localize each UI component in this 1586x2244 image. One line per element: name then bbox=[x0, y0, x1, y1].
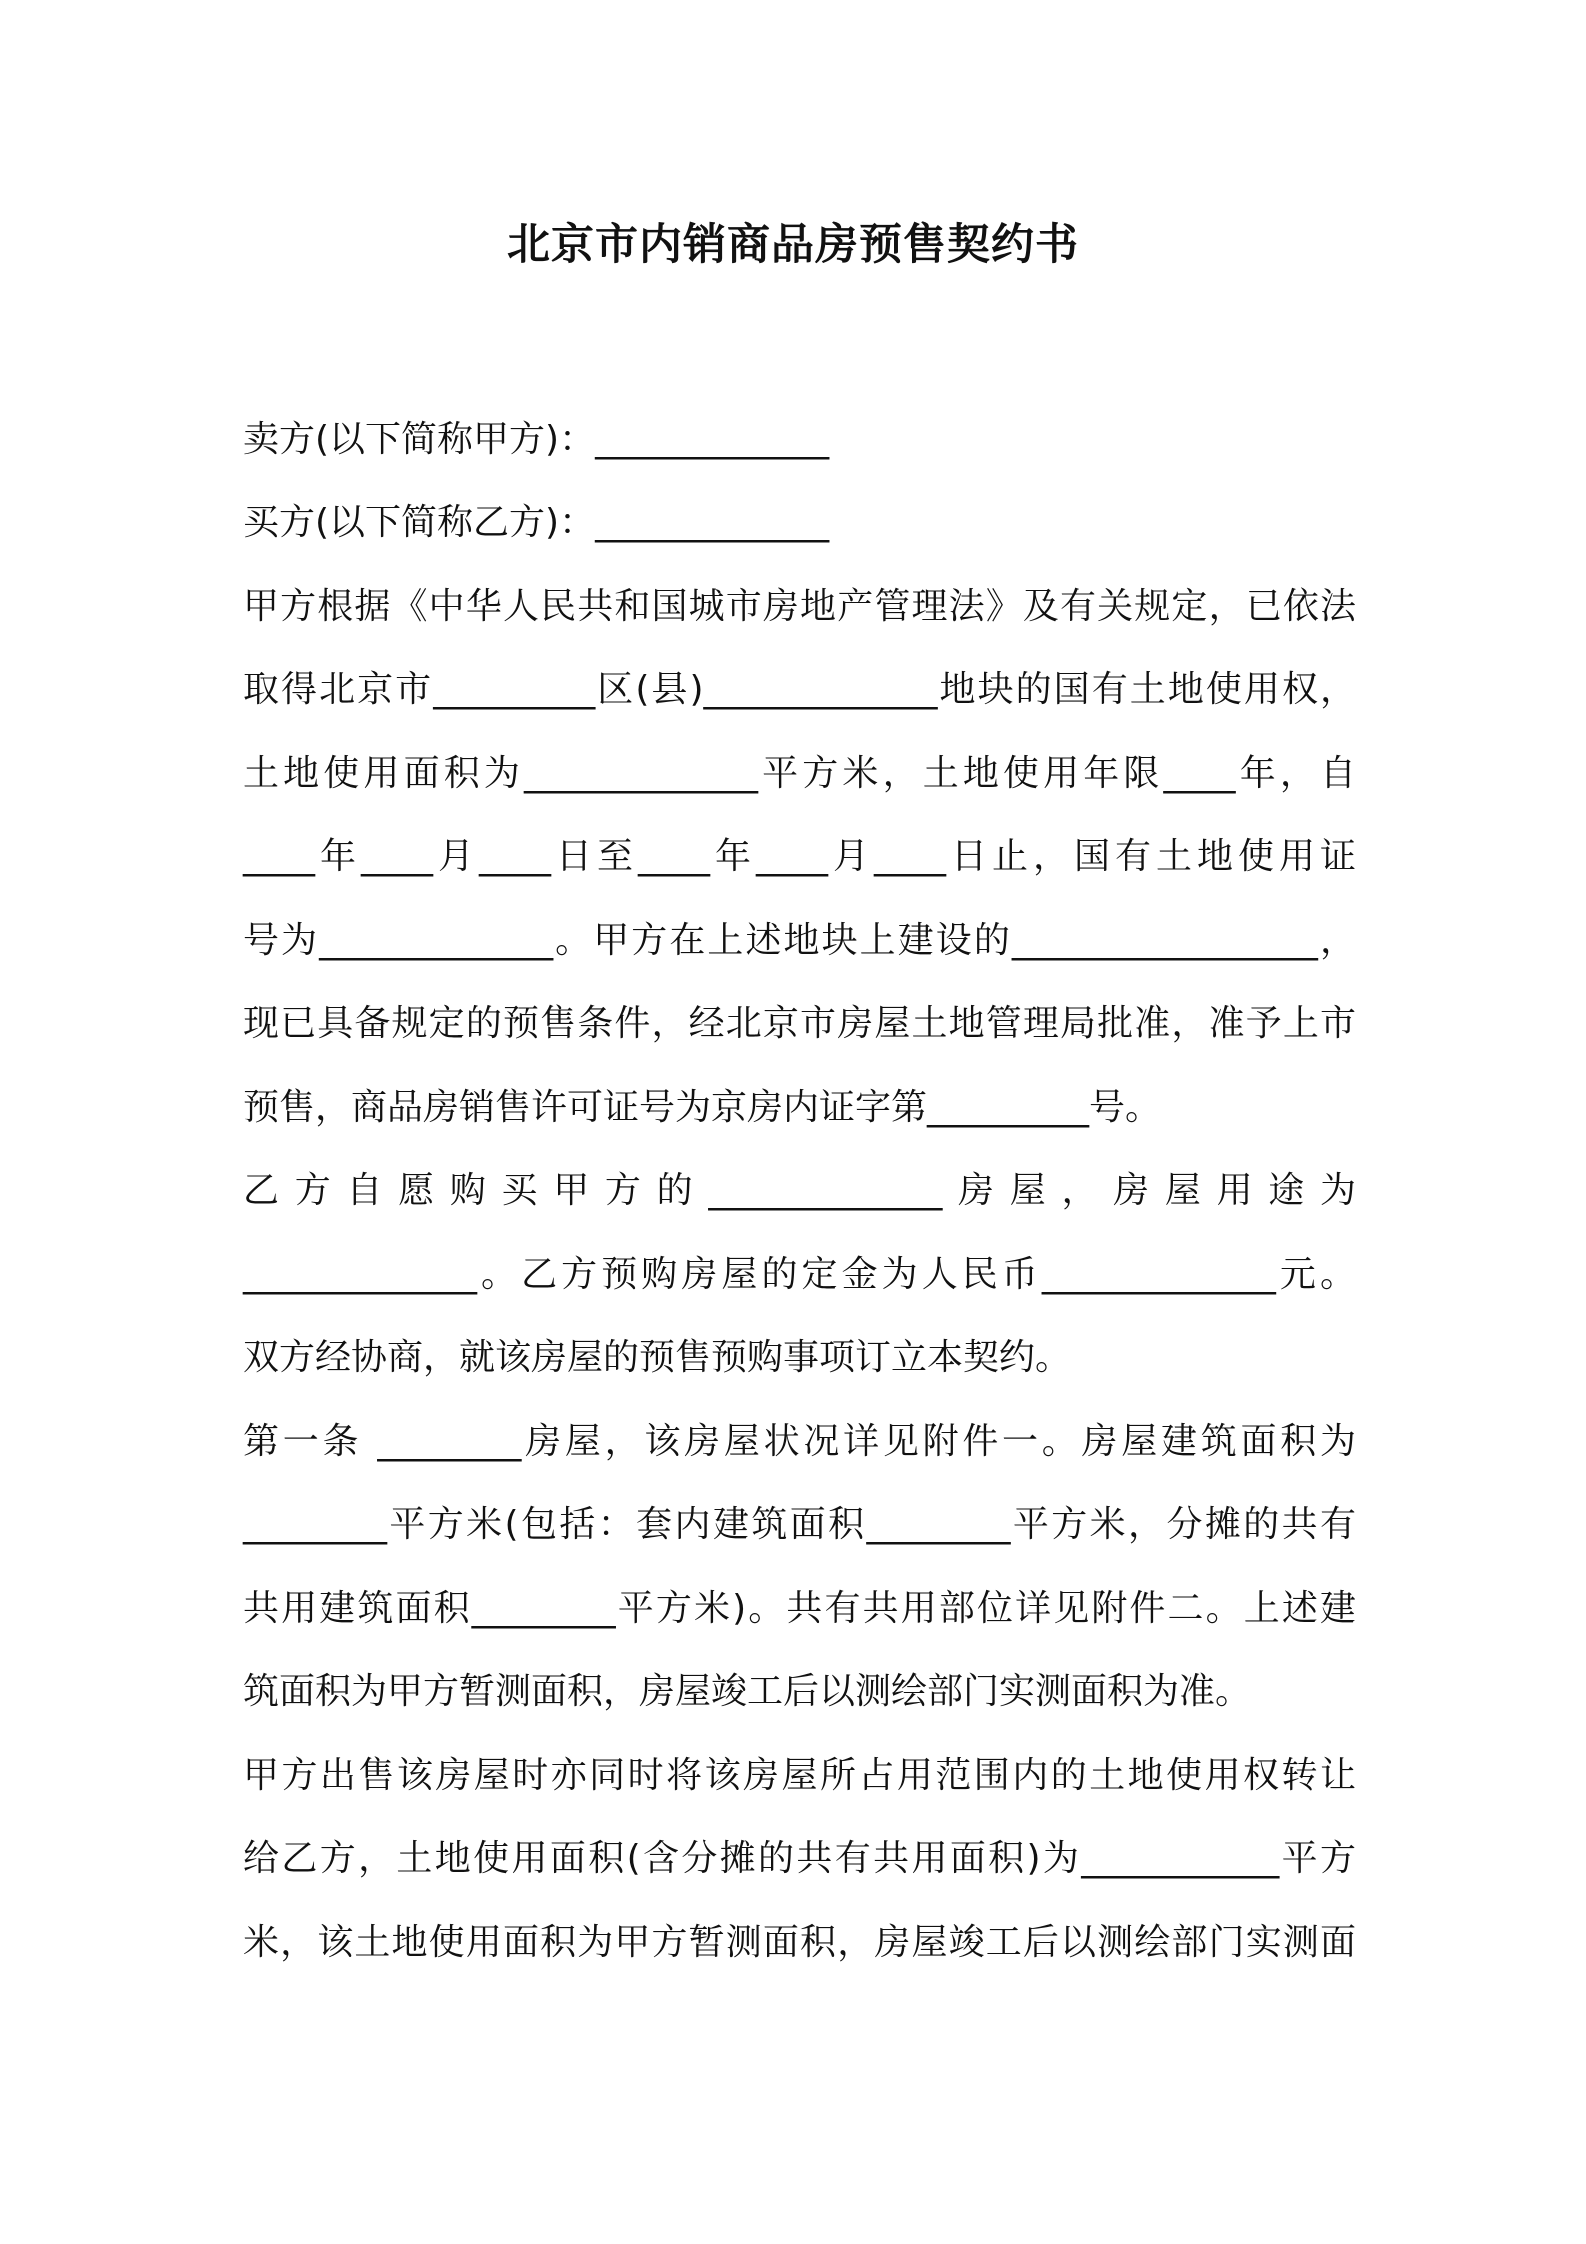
document-title: 北京市内销商品房预售契约书 bbox=[507, 220, 1079, 270]
paragraph-line: 预售，商品房销售许可证号为京房内证字第_________号。 bbox=[243, 1087, 1162, 1128]
buyer-line: 买方(以下简称乙方)：_____________ bbox=[243, 502, 830, 543]
paragraph-line: 共用建筑面积________平方米)。共有共用部位详见附件二。上述建 bbox=[243, 1588, 1356, 1629]
paragraph-line: 甲方根据《中华人民共和国城市房地产管理法》及有关规定，已依法 bbox=[243, 586, 1356, 627]
paragraph-line: 土地使用面积为_____________平方米，土地使用年限____年，自 bbox=[243, 753, 1356, 794]
paragraph-line: 乙方自愿购买甲方的_____________房屋，房屋用途为 bbox=[243, 1170, 1356, 1211]
paragraph-line: ____年____月____日至____年____月____日止，国有土地使用证 bbox=[243, 836, 1356, 877]
article-one-line: 第一条 ________房屋，该房屋状况详见附件一。房屋建筑面积为 bbox=[243, 1421, 1356, 1462]
paragraph-line: 给乙方，土地使用面积(含分摊的共有共用面积)为___________平方 bbox=[243, 1838, 1356, 1879]
paragraph-line: _____________。乙方预购房屋的定金为人民币_____________元。 bbox=[243, 1254, 1356, 1295]
paragraph-line: 双方经协商，就该房屋的预售预购事项订立本契约。 bbox=[243, 1337, 1072, 1378]
seller-line: 卖方(以下简称甲方)：_____________ bbox=[243, 419, 830, 460]
paragraph-line: ________平方米(包括：套内建筑面积________平方米，分摊的共有 bbox=[243, 1504, 1356, 1545]
paragraph-line: 取得北京市_________区(县)_____________地块的国有土地使用权， bbox=[243, 669, 1356, 710]
paragraph-line: 筑面积为甲方暂测面积，房屋竣工后以测绘部门实测面积为准。 bbox=[243, 1671, 1252, 1712]
paragraph-line: 米，该土地使用面积为甲方暂测面积，房屋竣工后以测绘部门实测面 bbox=[243, 1922, 1356, 1963]
paragraph-line: 甲方出售该房屋时亦同时将该房屋所占用范围内的土地使用权转让 bbox=[243, 1755, 1356, 1796]
paragraph-line: 号为_____________。甲方在上述地块上建设的_________________， bbox=[243, 920, 1356, 961]
paragraph-line: 现已具备规定的预售条件，经北京市房屋土地管理局批准，准予上市 bbox=[243, 1003, 1356, 1044]
